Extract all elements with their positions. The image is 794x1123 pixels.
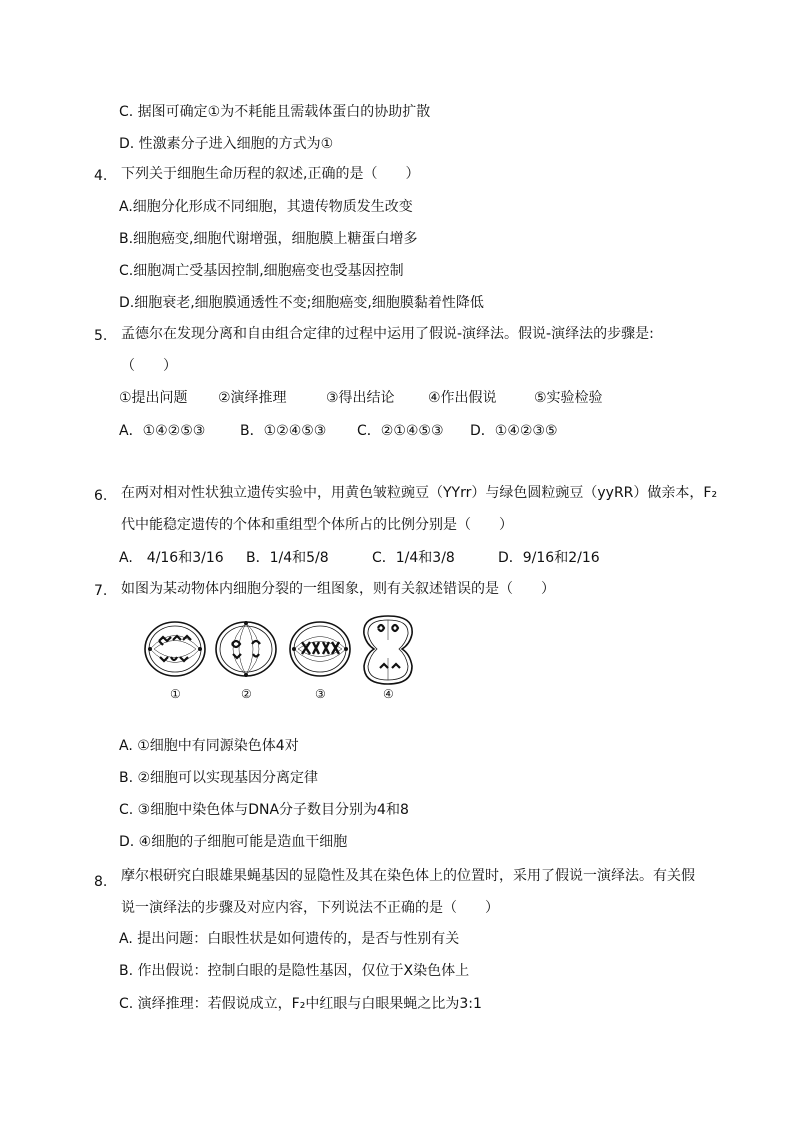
- q4-number: 4.: [94, 168, 108, 184]
- q5-choice-c: C．②①④⑤③: [357, 423, 444, 439]
- q5-choice-b: B．①②④⑤③: [240, 423, 327, 439]
- q7-option-d: D. ④细胞的子细胞可能是造血干细胞: [119, 834, 348, 850]
- q5-number: 5.: [94, 328, 108, 344]
- q4-option-c: C.细胞凋亡受基因控制,细胞癌变也受基因控制: [119, 263, 404, 279]
- q8-option-b: B. 作出假说：控制白眼的是隐性基因，仅位于X染色体上: [119, 963, 470, 979]
- q8-stem-line2: 说一演绎法的步骤及对应内容，下列说法不正确的是（ ）: [121, 900, 499, 916]
- cell-2-label: ②: [241, 687, 252, 701]
- q7-option-c: C. ③细胞中染色体与DNA分子数目分别为4和8: [119, 802, 409, 818]
- cell-4-label: ④: [383, 687, 394, 701]
- q8-option-a: A. 提出问题：白眼性状是如何遗传的，是否与性别有关: [119, 931, 460, 947]
- q6-choice-c: C．1/4和3/8: [372, 550, 455, 566]
- q5-step-2: ②演绎推理: [218, 390, 287, 406]
- cell-4-image: [364, 616, 412, 684]
- q4-option-d: D.细胞衰老,细胞膜通透性不变;细胞癌变,细胞膜黏着性降低: [119, 295, 484, 311]
- q3-option-d: D. 性激素分子进入细胞的方式为①: [119, 136, 334, 152]
- q5-stem-line1: 孟德尔在发现分离和自由组合定律的过程中运用了假说-演绎法。假说-演绎法的步骤是:: [121, 326, 654, 342]
- q5-step-5: ⑤实验检验: [534, 390, 603, 406]
- q6-number: 6.: [94, 488, 108, 504]
- cell-division-figure: [140, 612, 420, 704]
- cell-1-image: [145, 622, 205, 676]
- q6-choice-a: A. 4/16和3/16: [119, 550, 224, 566]
- q7-option-a: A. ①细胞中有同源染色体4对: [119, 738, 299, 754]
- q5-step-4: ④作出假说: [428, 390, 497, 406]
- q3-option-c: C. 据图可确定①为不耗能且需载体蛋白的协助扩散: [119, 104, 431, 120]
- q4-stem: 下列关于细胞生命历程的叙述,正确的是（ ）: [121, 166, 420, 182]
- cell-3-label: ③: [315, 687, 326, 701]
- q7-number: 7.: [94, 583, 108, 599]
- cell-1-label: ①: [170, 687, 181, 701]
- q7-option-b: B. ②细胞可以实现基因分离定律: [119, 770, 319, 786]
- q5-step-3: ③得出结论: [326, 390, 395, 406]
- q6-stem-line2: 代中能稳定遗传的个体和重组型个体所占的比例分别是（ ）: [121, 517, 513, 533]
- q6-choice-b: B．1/4和5/8: [246, 550, 329, 566]
- q4-option-b: B.细胞癌变,细胞代谢增强，细胞膜上糖蛋白增多: [119, 231, 418, 247]
- q7-stem: 如图为某动物体内细胞分裂的一组图象，则有关叙述错误的是（ ）: [121, 581, 555, 597]
- q8-number: 8.: [94, 874, 108, 890]
- q6-choice-d: D．9/16和2/16: [498, 550, 600, 566]
- q6-stem-line1: 在两对相对性状独立遗传实验中，用黄色皱粒豌豆（YYrr）与绿色圆粒豌豆（yyRR）做亲本，F₂: [121, 485, 718, 501]
- cell-3-image: [290, 622, 350, 676]
- cell-2-image: [216, 622, 276, 677]
- q5-stem-line2: （ ）: [121, 358, 177, 374]
- q5-choice-a: A．①④②⑤③: [119, 423, 206, 439]
- q8-option-c: C. 演绎推理：若假说成立，F₂中红眼与白眼果蝇之比为3:1: [119, 996, 482, 1012]
- q5-choice-d: D．①④②③⑤: [470, 423, 558, 439]
- q4-option-a: A.细胞分化形成不同细胞，其遗传物质发生改变: [119, 199, 413, 215]
- q5-step-1: ①提出问题: [119, 390, 188, 406]
- q8-stem-line1: 摩尔根研究白眼雄果蝇基因的显隐性及其在染色体上的位置时，采用了假说一演绎法。有关假: [121, 868, 695, 884]
